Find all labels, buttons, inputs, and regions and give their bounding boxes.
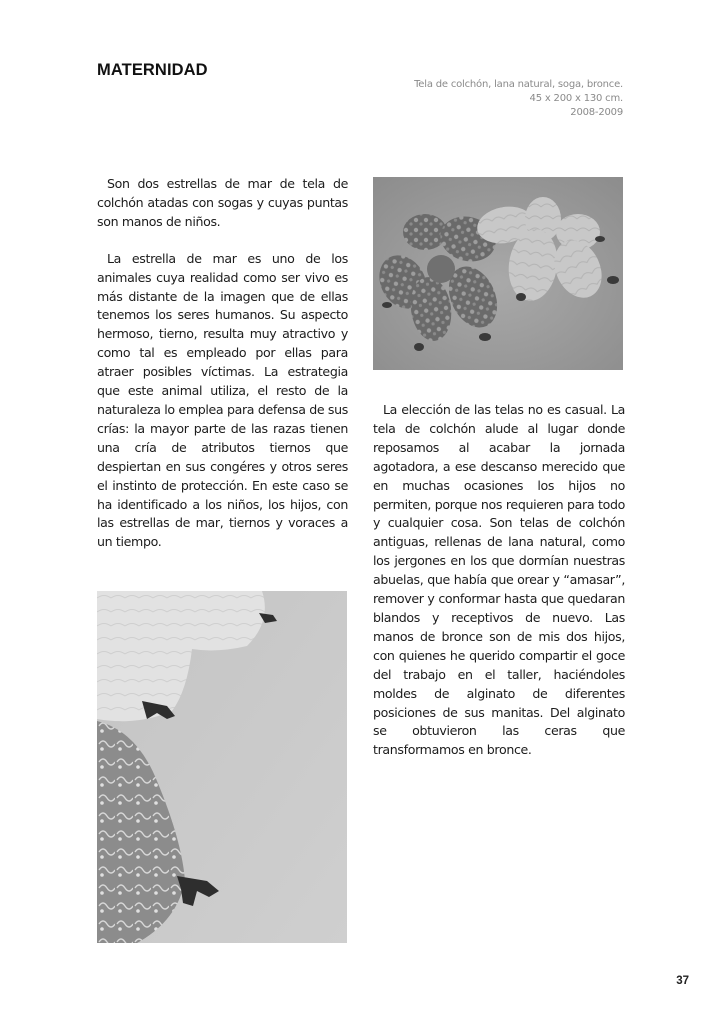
starfish-photo-image bbox=[373, 177, 623, 370]
left-text-column bbox=[97, 175, 348, 552]
page-title: MATERNIDAD bbox=[97, 61, 208, 79]
photo-starfish-sculptures bbox=[373, 177, 623, 370]
paragraph-intro: Son dos estrellas de mar de tela de colchón atadas con sogas y cuyas puntas son manos de niños. bbox=[97, 176, 348, 229]
paragraph-fabrics: La elección de las telas no es casual. La tela de colchón alude al lugar donde reposamos al acabar la jornada agotadora, a ese descanso merecido que en muchas ocasiones los hijos no permiten, porque nos requieren para todo y cualquier cosa. Son telas de colchón antiguas, rellenas de lana natural, como los jergones en los que dormían nuestras abuelas, que había que orear y “amasar”, remover y conformar hasta que quedaran blandos y receptivos de nuevo. Las manos de bronce son de mis dos hijos, con quienes he querido compartir el goce del trabajo en el taller, haciéndoles moldes de alginato de diferentes posiciones de sus manitas. Del alginato se obtuvieron las ceras que transformamos en bronce. bbox=[373, 402, 625, 758]
hands-photo-image bbox=[97, 591, 347, 943]
page-number: 37 bbox=[676, 975, 689, 987]
artwork-dimensions: 45 x 200 x 130 cm. bbox=[529, 93, 623, 104]
artwork-materials: Tela de colchón, lana natural, soga, bronce. bbox=[414, 79, 623, 90]
paragraph-starfish: La estrella de mar es uno de los animales cuya realidad como ser vivo es más distante de la imagen que de ellas tenemos los seres humanos. Su aspecto hermoso, tierno, resulta muy atractivo y como tal es empleado por ellas para atraer posibles víctimas. La estrategia que este animal utiliza, el resto de la naturaleza lo emplea para defensa de sus crías: la mayor parte de las razas tienen una cría de atributos tiernos que despiertan en sus congéres y otros seres el instinto de protección. En este caso se ha identificado a los niños, los hijos, con las estrellas de mar, tiernos y voraces a un tiempo. bbox=[97, 250, 348, 550]
photo-bronze-hands bbox=[97, 591, 347, 943]
artwork-year: 2008-2009 bbox=[570, 107, 623, 118]
artwork-details bbox=[414, 78, 623, 120]
right-text-column bbox=[373, 401, 625, 760]
